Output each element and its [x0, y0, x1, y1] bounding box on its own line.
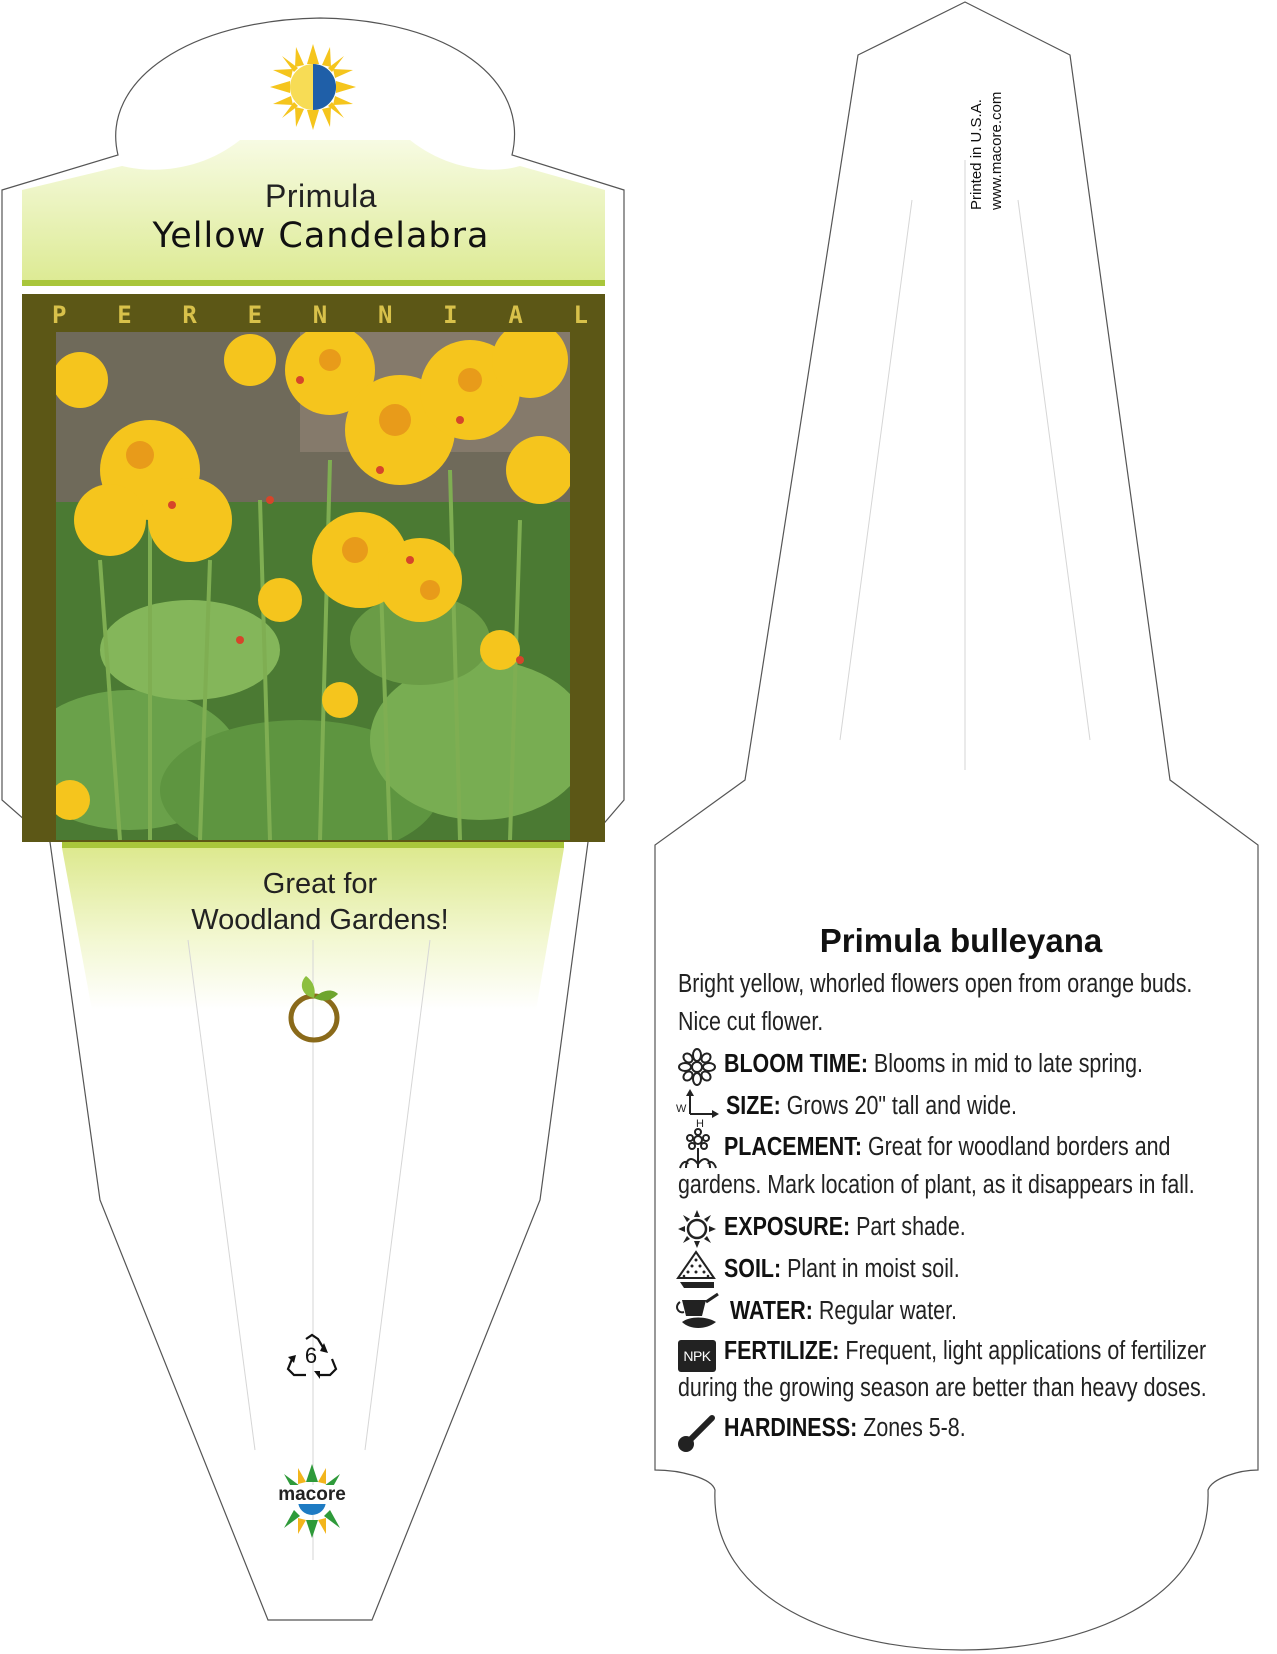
flower-icon: [678, 1048, 716, 1086]
common-name-line1: Primula: [265, 178, 377, 214]
soil-icon: [676, 1250, 718, 1290]
fertilize-row: [724, 1337, 1220, 1366]
category-letter: L: [573, 301, 588, 329]
size-row: [726, 1092, 1222, 1121]
thermometer-icon: [676, 1414, 718, 1454]
size-label: SIZE:: [726, 1092, 781, 1120]
placement-value: Great for woodland borders and: [868, 1133, 1171, 1161]
hardiness-label: HARDINESS:: [724, 1414, 858, 1442]
placement-label: PLACEMENT:: [724, 1133, 863, 1161]
soil-row: [724, 1255, 1220, 1284]
hardiness-row: [724, 1414, 1220, 1443]
placement-value-cont: gardens. Mark location of plant, as it disappears in fall.: [678, 1171, 1195, 1199]
fertilize-value: Frequent, light applications of fertilizer: [845, 1337, 1207, 1365]
size-icon-w: W: [676, 1103, 687, 1115]
fertilizer-bag-icon: [678, 1340, 716, 1372]
category-letter: E: [247, 301, 263, 329]
bloom-time-label: BLOOM TIME:: [724, 1050, 868, 1078]
category-letter: N: [312, 301, 328, 329]
description-line2: Nice cut flower.: [678, 1008, 824, 1036]
recycle-number: 6: [304, 1343, 318, 1368]
placement-row: [724, 1133, 1220, 1162]
fertilize-label: FERTILIZE:: [724, 1337, 840, 1365]
size-icon-h: H: [696, 1118, 704, 1128]
description-line1: Bright yellow, whorled flowers open from orange buds.: [678, 970, 1193, 998]
soil-label: SOIL:: [724, 1255, 782, 1283]
category-letter: R: [182, 301, 197, 329]
soil-value: Plant in moist soil.: [787, 1255, 960, 1283]
npk-badge: NPK: [683, 1348, 711, 1364]
watering-can-icon: [676, 1292, 720, 1334]
tagline-line1: Great for: [262, 868, 378, 900]
water-value: Regular water.: [818, 1297, 957, 1325]
printed-in: Printed in U.S.A.: [968, 99, 985, 210]
size-value: Grows 20" tall and wide.: [786, 1092, 1017, 1120]
bloom-time-row: [724, 1050, 1220, 1079]
category-letter: E: [117, 301, 132, 329]
placement-icon: [678, 1128, 718, 1170]
brand-name: macore: [270, 1485, 354, 1504]
print-credit: [967, 50, 1007, 210]
category-letter: P: [52, 301, 67, 329]
water-label: WATER:: [730, 1297, 813, 1325]
exposure-value: Part shade.: [856, 1213, 966, 1241]
hardiness-value: Zones 5-8.: [863, 1414, 966, 1442]
exposure-label: EXPOSURE:: [724, 1213, 851, 1241]
common-name-line2: Yellow Candelabra: [152, 216, 490, 256]
sun-icon: [678, 1210, 716, 1248]
exposure-row: [724, 1213, 1220, 1242]
category-letter: I: [443, 301, 458, 329]
category-letter: N: [377, 301, 393, 329]
bloom-time-value: Blooms in mid to late spring.: [873, 1050, 1143, 1078]
water-row: [730, 1297, 1226, 1326]
size-icon: [676, 1088, 720, 1128]
website: www.macore.com: [988, 91, 1005, 210]
tagline-line2: Woodland Gardens!: [191, 904, 449, 936]
botanical-name: Primula bulleyana: [819, 922, 1103, 959]
fertilize-value-cont: during the growing season are better than heavy doses.: [678, 1374, 1207, 1402]
category-letter: A: [508, 301, 523, 329]
